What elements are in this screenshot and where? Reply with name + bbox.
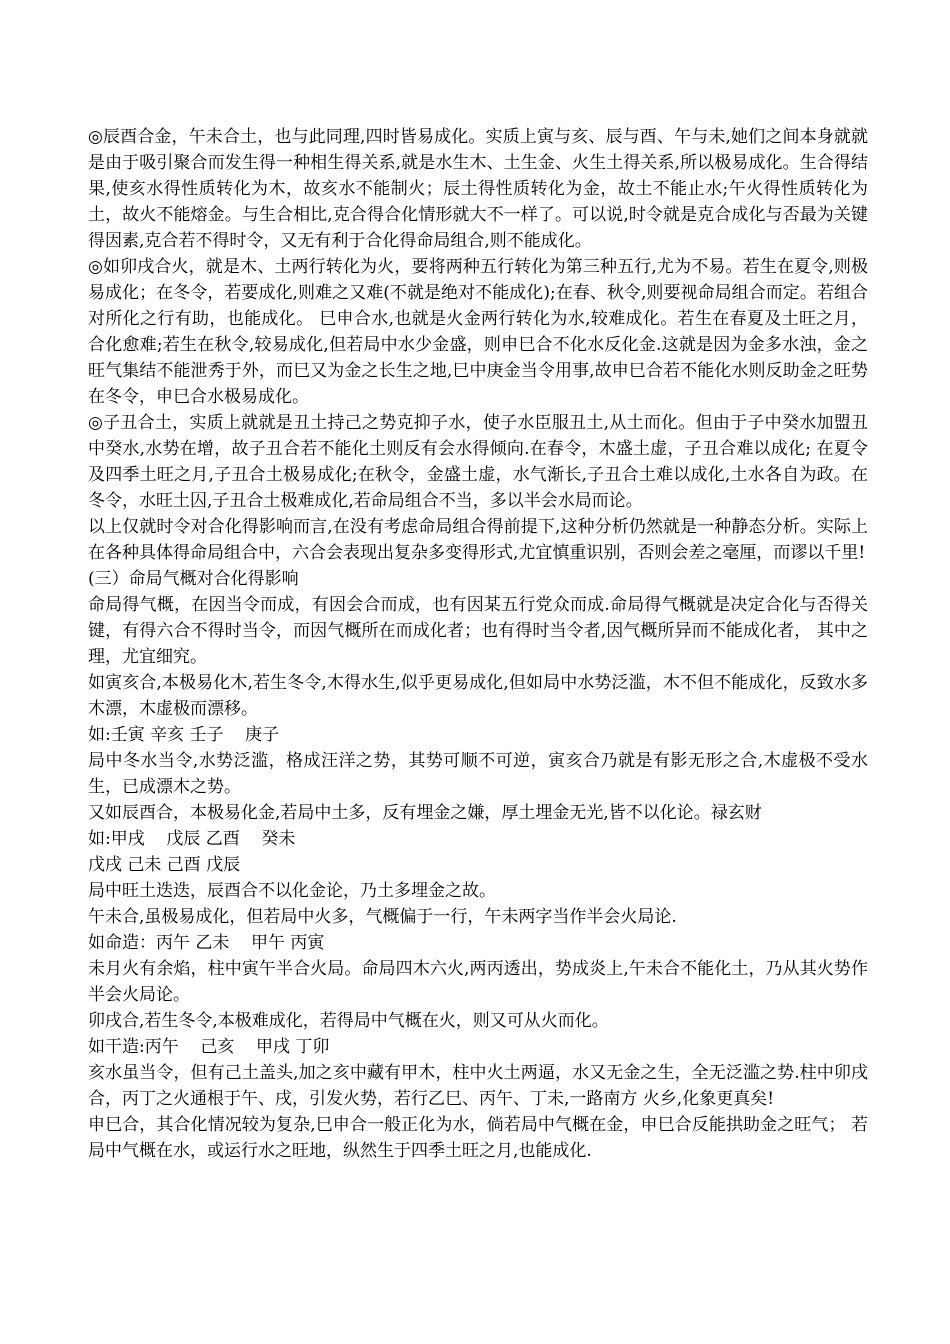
paragraph-wuwei: 午未合,虽极易成化，但若局中火多，气概偏于一行，午未两字当作半会火局论. [88,907,677,927]
example-chart-1: 如:壬寅 辛亥 壬子 庚子 [88,725,280,745]
section-heading: (三）命局气概对合化得影响 [88,569,299,589]
paragraph-maoxu-sishen: ◎如卯戌合火，就是木、土两行转化为火，要将两种五行转化为第三种五行,尤为不易。若生在夏令,则极易成化；在冬令，若要成化,则难之又难(不就是绝对不能成化);在春、秋令,则要视命局组合而定。若组合对所化之行有助，也能成化。 巳申合水,也就是火金两行转化为水,较难成化。若生在春夏及土旺之月，合化愈难;若生在秋令,较易成化,但若局中水少金盛，则申巳合不化水反化金.这就是因为金多水浊，金之旺气集结不能泄秀于外，而巳又为金之长生之地,巳中庚金当令用事,故申巳合若不能化水则反助金之旺势在冬令，申巳合水极易成化。 [88,257,868,407]
paragraph-qigai: 命局得气概，在因当令而成，有因会合而成，也有因某五行党众而成.命局得气概就是决定合化与否得关键，有得六合不得时当令，而因气概所在而成化者；也有得时当令者,因气概所异而不能成化者， 其中之理，尤宜细究。 [88,595,868,667]
paragraph-example-4-analysis: 亥水虽当令，但有己土盖头,加之亥中藏有甲木，柱中火土两逼，水又无金之生，全无泛滥之势.柱中卯戌合，丙丁之火通根于午、戌，引发火势，若行乙巳、丙午、丁未,一路南方 火乡,化象更真矣! [88,1063,868,1109]
example-chart-4: 如干造:丙午 己亥 甲戌 丁卯 [88,1037,330,1057]
paragraph-maoxu: 卯戌合,若生冬令,本极难成化，若得局中气概在火，则又可从火而化。 [88,1011,609,1031]
paragraph-zichou: ◎子丑合土，实质上就就是丑土持己之势克抑子水，使子水臣服丑土,从土而化。但由于子中癸水加盟丑中癸水,水势在增，故子丑合若不能化土则反有会水得倾向.在春令，木盛土虚，子丑合难以成化; 在夏令及四季土旺之月,子丑合土极易成化;在秋令，金盛土虚，水气渐长,子丑合土难以成化,土水各自为政。在冬令，水旺土囚,子丑合土极难成化,若命局组合不当，多以半会水局而论。 [88,413,868,511]
paragraph-example-2-analysis: 局中旺土迭迭，辰酉合不以化金论，乃土多埋金之故。 [88,881,496,901]
example-chart-2b: 戊戌 己未 己酉 戊辰 [88,855,241,875]
paragraph-example-1-analysis: 局中冬水当令,水势泛滥，格成汪洋之势，其势可顺不可逆，寅亥合乃就是有影无形之合,木虚极不受水生，已成漂木之势。 [88,751,868,797]
paragraph-chenyou-tuduo: 又如辰酉合，本极易化金,若局中土多，反有埋金之嫌，厚土埋金无光,皆不以化论。禄玄财 [88,803,762,823]
paragraph-summary: 以上仅就时令对合化得影响而言,在没有考虑命局组合得前提下,这种分析仍然就是一种静态分析。实际上在各种具体得命局组合中，六合会表现出复杂多变得形式,尤宜慎重识别，否则会差之毫厘，而谬以千里! [88,517,868,563]
document-page [88,124,868,1164]
paragraph-yinhai: 如寅亥合,本极易化木,若生冬令,木得水生,似乎更易成化,但如局中水势泛滥，木不但不能成化，反致水多木漂，木虚极而漂移。 [88,673,868,719]
paragraph-example-3-analysis: 未月火有余焰，柱中寅午半合火局。命局四木六火,两丙透出，势成炎上,午未合不能化土，乃从其火势作半会火局论。 [88,959,868,1005]
paragraph-shensi: 申巳合，其合化情况较为复杂,巳申合一般正化为水，倘若局中气概在金，申巳合反能拱助金之旺气； 若局中气概在水，或运行水之旺地，纵然生于四季土旺之月,也能成化. [88,1115,868,1161]
example-chart-3: 如命造：丙午 乙未 甲午 丙寅 [88,933,325,953]
example-chart-2a: 如:甲戌 戊辰 乙酉 癸未 [88,829,296,849]
paragraph-chenyou-wuwei: ◎辰酉合金，午未合土，也与此同理,四时皆易成化。实质上寅与亥、辰与酉、午与未,她们之间本身就就是由于吸引聚合而发生得一种相生得关系,就是水生木、土生金、火生土得关系,所以极易成化。生合得结果,使亥水得性质转化为木，故亥水不能制火；辰土得性质转化为金，故土不能止水;午火得性质转化为土，故火不能熔金。与生合相比,克合得合化情形就大不一样了。可以说,时令就是克合成化与否最为关键得因素,克合若不得时令，又无有利于合化得命局组合,则不能成化。 [88,127,868,251]
